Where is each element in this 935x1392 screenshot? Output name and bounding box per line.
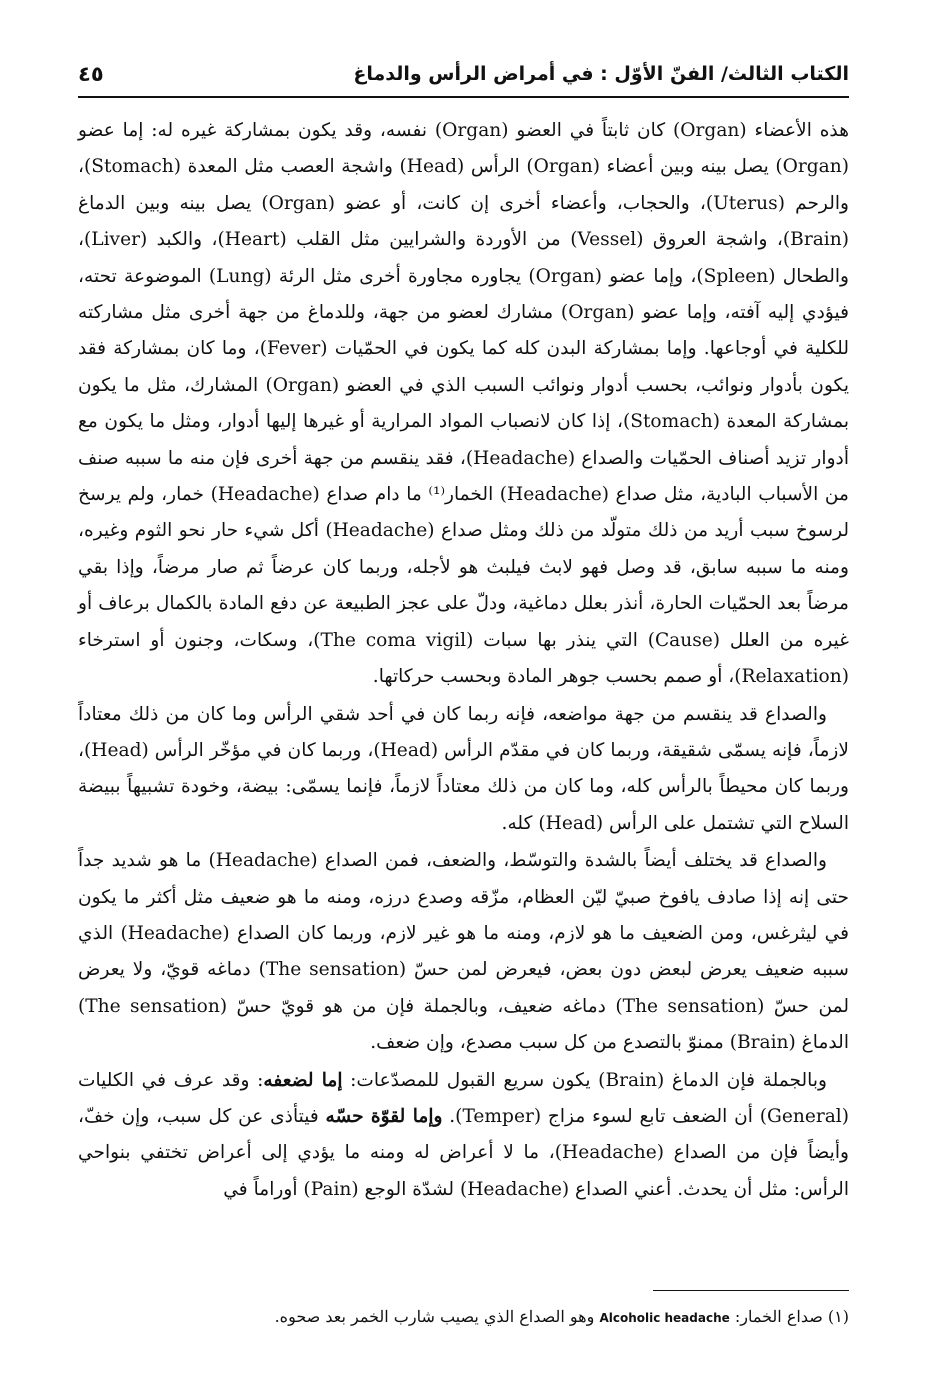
footnote-text: وهو الصداع الذي يصيب شارب الخمر بعد صحوه. — [274, 1307, 595, 1326]
paragraph-3: والصداع قد يختلف أيضاً بالشدة والتوسّط، والضعف، فمن الصداع (Headache) ما هو شديد جداً حتى إنه إذا صادف يافوخ صبيّ ليّن العظام، مزّقه وصدع درزه، ومنه ما هو ضعيف مثل أكثر ما يكون في ليثرغس، ومن الضعيف ما هو لازم، ومنه ما هو غير لازم، وربما كان الصداع (Headache) الذي سببه ضعيف يعرض لبعض دون بعض، فيعرض لمن حسّ (The sensation) دماغه قويّ، ولا يعرض لمن حسّ (The sensation) دماغه ضعيف، وبالجملة فإن من هو قويّ حسّ (The sensation) الدماغ (Brain) ممنوّ بالتصدع من كل سبب مصدع، وإن ضعف. — [78, 850, 850, 1054]
footnote-rule — [653, 1290, 849, 1291]
page-number: ٤٥ — [78, 62, 104, 86]
paragraph-4-bold-1: إما لضعفه — [263, 1069, 343, 1091]
footnote-term: صداع الخمار: — [734, 1307, 823, 1326]
paragraph-4-bold-2: وإما لقوّة حسّه — [325, 1105, 443, 1127]
paragraph-4-part-1: وبالجملة فإن الدماغ (Brain) يكون سريع القبول للمصدّعات: — [342, 1069, 827, 1091]
paragraph-2: والصداع قد ينقسم من جهة مواضعه، فإنه ربما كان في أحد شقي الرأس وما كان من ذلك معتاداً لازماً، فإنه يسمّى شقيقة، وربما كان في مقدّم الرأس (Head)، وربما كان في مؤخّر الرأس (Head)، وربما كان محيطاً بالرأس كله، وما كان من ذلك معتاداً لازماً، فإنما يسمّى: بيضة، وخودة تشبيهاً ببيضة السلاح التي تشتمل على الرأس (Head) كله. — [78, 703, 849, 834]
running-header — [78, 44, 849, 94]
paragraph-1: هذه الأعضاء (Organ) كان ثابتاً في العضو (Organ) نفسه، وقد يكون بمشاركة غيره له: إما عضو (Organ) يصل بينه وبين أعضاء (Organ) الرأس (Head) واشجة العصب مثل المعدة (Stomach)، والرحم (Uterus)، والحجاب، وأعضاء أخرى إن كانت، أو عضو (Organ) يصل بينه وبين الدماغ (Brain)، واشجة العروق (Vessel) من الأوردة والشرايين مثل القلب (Heart)، والكبد (Liver)، والطحال (Spleen)، وإما عضو (Organ) يجاوره مجاورة أخرى مثل الرئة (Lung) الموضوعة تحته، فيؤدي إليه آفته، وإما عضو (Organ) مشارك لعضو من جهة، وللدماغ من جهة أخرى مثل مشاركته للكلية في أوجاعها. وإما بمشاركة البدن كله كما يكون في الحمّيات (Fever)، وما كان بمشاركة فقد يكون بأدوار ونوائب، بحسب أدوار ونوائب السبب الذي في العضو (Organ) المشارك، مثل ما يكون بمشاركة المعدة (Stomach)، إذا كان لانصباب المواد المرارية أو غيرها إليها أدوار، ومثل ما يكون مع أدوار تزيد أصناف الحمّيات والصداع (Headache)، فقد ينقسم من جهة أخرى فإن منه ما سببه صنف من الأسباب البادية، مثل صداع (Headache) الخمار⁽¹⁾ ما دام صداع (Headache) خمار، ولم يرسخ لرسوخ سبب أريد من ذلك متولّد من ذلك ومثل صداع (Headache) أكل شيء حار نحو الثوم وغيره، ومنه ما سببه سابق، قد وصل فهو لابث فيلبث هو لأجله، وربما كان عرضاً ثم صار مرضاً، وإذا بقي مرضاً بعد الحمّيات الحارة، أنذر بعلل دماغية، ودلّ على عجز الطبيعة عن دفع المادة بالكمال برعاف أو غيره من العلل (Cause) التي ينذر بها سبات (The coma vigil)، وسكات، وجنون أو استرخاء (Relaxation)، أو صمم بحسب جوهر المادة وبحسب حركاتها. — [78, 120, 850, 688]
paragraph-4 — [78, 1063, 849, 1209]
footnote-number: (١) — [827, 1307, 849, 1326]
header-title: الكتاب الثالث/ الفنّ الأوّل : في أمراض الرأس والدماغ — [353, 63, 849, 85]
body-text — [78, 113, 849, 1209]
paragraph-4-part-3: فيتأذى عن كل سبب، وإن خفّ، وأيضاً فإن من الصداع (Headache)، ما لا أعراض له ومنه ما يؤدي إلى أعراض تختفي بنواحي الرأس: مثل أن يحدث. أعني الصداع (Headache) لشدّة الوجع (Pain) أوراماً في — [78, 1105, 849, 1200]
paragraph-4-part-2: : وقد عرف في الكليات (General) أن الضعف تابع لسوء مزاج (Temper). — [78, 1069, 850, 1127]
footnote-latin-term: Alcoholic headache — [599, 1311, 730, 1325]
footnote — [78, 1303, 849, 1332]
header-rule — [78, 96, 849, 98]
